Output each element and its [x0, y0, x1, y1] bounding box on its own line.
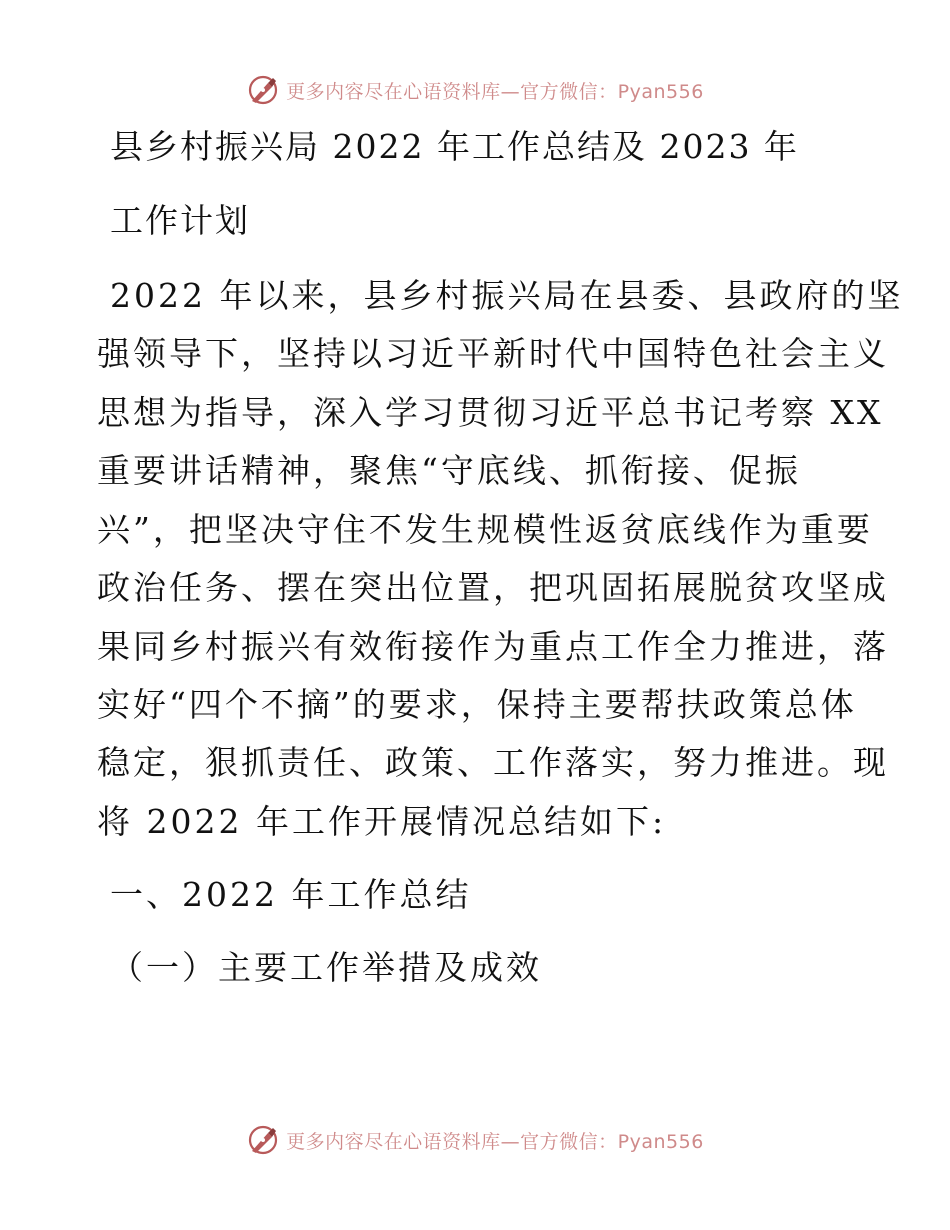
pen-logo-icon: [246, 1123, 280, 1157]
watermark-header: [0, 70, 950, 110]
body-line-10: 将 2022 年工作开展情况总结如下:: [97, 802, 667, 841]
watermark-text: 更多内容尽在心语资料库—官方微信：Pyan556: [286, 1130, 704, 1153]
doc-title-line-1: 县乡村振兴局 2022 年工作总结及 2023 年: [110, 127, 799, 166]
watermark-footer: [0, 1120, 950, 1160]
doc-title-line-2: 工作计划: [110, 201, 250, 240]
body-line-8: 实好“四个不摘”的要求，保持主要帮扶政策总体: [97, 685, 857, 724]
body-line-4: 重要讲话精神，聚焦“守底线、抓衔接、促振: [97, 451, 801, 490]
body-line-5: 兴”，把坚决守住不发生规模性返贫底线作为重要: [97, 510, 873, 549]
body-line-7: 果同乡村振兴有效衔接作为重点工作全力推进，落: [97, 627, 889, 666]
section-heading-2: （一）主要工作举措及成效: [110, 948, 542, 987]
body-line-3: 思想为指导，深入学习贯彻习近平总书记考察 XX: [97, 393, 884, 432]
body-line-9: 稳定，狠抓责任、政策、工作落实，努力推进。现: [97, 743, 889, 782]
pen-logo-icon: [246, 73, 280, 107]
section-heading-1: 一、2022 年工作总结: [110, 875, 472, 914]
watermark-text: 更多内容尽在心语资料库—官方微信：Pyan556: [286, 80, 704, 103]
body-line-6: 政治任务、摆在突出位置，把巩固拓展脱贫攻坚成: [97, 568, 889, 607]
body-line-2: 强领导下，坚持以习近平新时代中国特色社会主义: [97, 334, 889, 373]
body-line-1: 2022 年以来，县乡村振兴局在县委、县政府的坚: [110, 276, 904, 315]
